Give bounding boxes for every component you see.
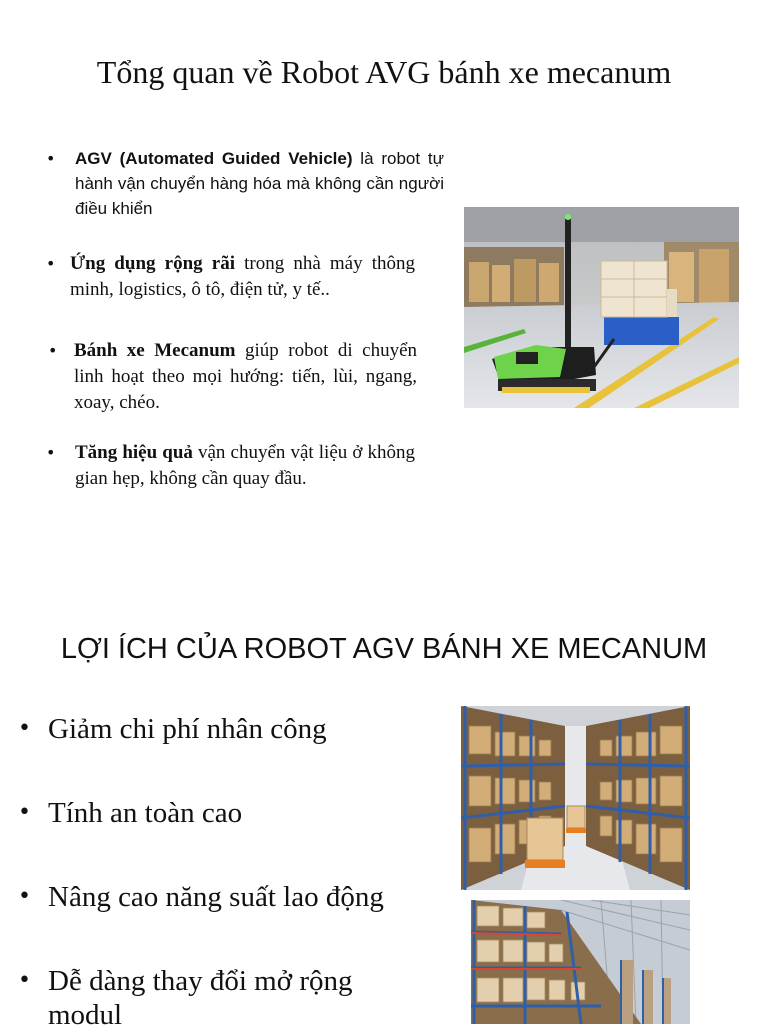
- bullet-text: [70, 251, 415, 303]
- bullet-text: [74, 338, 417, 416]
- bullet-dot: •: [46, 254, 56, 273]
- benefit-text: Nâng cao năng suất lao động: [48, 881, 384, 913]
- benefit-item: [18, 796, 438, 832]
- agv-robot-illustration: [464, 207, 739, 408]
- bullet-description: trong nhà máy thông minh, logistics, ô tô, điện tử, y tế..: [70, 253, 416, 300]
- warehouse-racks-photo: [471, 900, 690, 1024]
- slide-title: LỢI ÍCH CỦA ROBOT AGV BÁNH XE MECANUM: [60, 633, 708, 665]
- bullet-dot: •: [46, 149, 56, 168]
- bullet-dot: •: [48, 341, 58, 360]
- bullet-item: [46, 440, 416, 494]
- benefit-item: [18, 712, 438, 748]
- bullet-dot: •: [18, 800, 31, 825]
- agv-robot-warehouse-photo: [464, 207, 739, 408]
- bullet-dot: •: [18, 884, 31, 909]
- slide-benefits: [0, 600, 768, 1031]
- bullet-item: [48, 338, 418, 418]
- benefit-item: [18, 964, 438, 1031]
- bullet-description: giúp robot di chuyển linh hoạt theo mọi hướng: tiến, lùi, ngang, xoay, chéo.: [74, 340, 418, 413]
- benefit-text: Giảm chi phí nhân công: [48, 713, 327, 745]
- benefit-text: Tính an toàn cao: [48, 797, 243, 829]
- bullet-item: [46, 146, 446, 226]
- bullet-item: [46, 251, 416, 331]
- benefit-text: Dễ dàng thay đổi mở rộng modul: [48, 965, 353, 1031]
- warehouse-aisle-agv-photo: [461, 706, 690, 890]
- bullet-bold-term: AGV (Automated Guided Vehicle): [75, 149, 353, 168]
- bullet-description: vận chuyển vật liệu ở không gian hẹp, không cần quay đầu.: [75, 442, 415, 489]
- warehouse-aisle-illustration: [461, 706, 690, 890]
- bullet-bold-term: Bánh xe Mecanum: [74, 340, 236, 361]
- bullet-dot: •: [18, 716, 31, 741]
- bullet-description: là robot tự hành vận chuyển hàng hóa mà không cần người điều khiển: [75, 149, 444, 218]
- bullet-bold-term: Ứng dụng rộng rãi: [70, 253, 235, 274]
- warehouse-racks-illustration: [471, 900, 690, 1024]
- bullet-text: [75, 440, 415, 492]
- bullet-dot: •: [18, 968, 31, 993]
- bullet-bold-term: Tăng hiệu quả: [75, 442, 193, 463]
- benefit-item: [18, 880, 438, 916]
- slide-title: Tổng quan về Robot AVG bánh xe mecanum: [96, 54, 672, 90]
- bullet-text: [75, 146, 444, 221]
- bullet-dot: •: [46, 443, 56, 462]
